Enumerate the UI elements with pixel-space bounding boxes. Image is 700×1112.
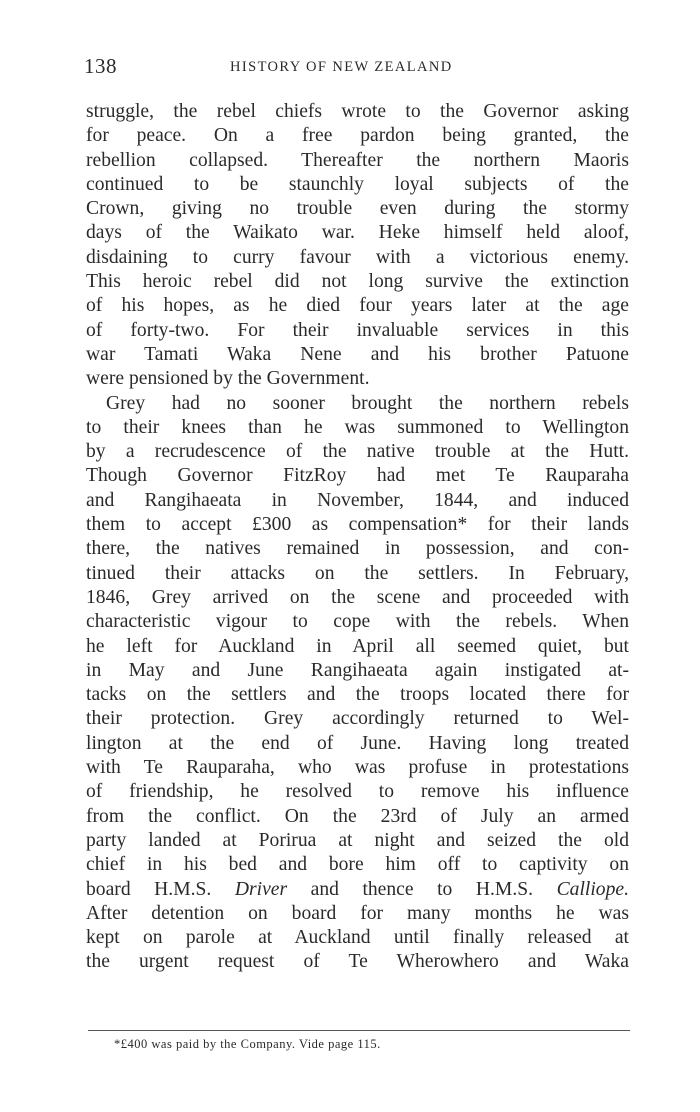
page-number: 138 [84, 54, 117, 78]
text-line: chief in his bed and bore him off to captivity on [86, 854, 629, 876]
text-line: tinued their attacks on the settlers. In February, [86, 562, 629, 584]
text-line [86, 878, 629, 902]
text-line: days of the Waikato war. Heke himself held aloof, [86, 222, 629, 244]
text-line: of his hopes, as he died four years later at the age [86, 295, 629, 317]
text-line: kept on parole at Auckland until finally released at [86, 927, 629, 949]
text-line: and Rangihaeata in November, 1844, and induced [86, 489, 629, 511]
text-segment: and thence to H.M.S. [310, 878, 534, 900]
text-line: Crown, giving no trouble even during the stormy [86, 198, 629, 220]
footnote: *£400 was paid by the Company. Vide page 115. [114, 1037, 381, 1051]
text-line: Though Governor FitzRoy had met Te Rauparaha [86, 465, 629, 487]
text-line: were pensioned by the Government. [86, 368, 370, 390]
text-line: continued to be staunchly loyal subjects of the [86, 173, 629, 195]
text-line: characteristic vigour to cope with the rebels. When [86, 611, 629, 633]
text-line: war Tamati Waka Nene and his brother Patuone [86, 343, 629, 365]
text-line: tacks on the settlers and the troops located there for [86, 684, 629, 706]
text-line: 1846, Grey arrived on the scene and proceeded with [86, 586, 629, 608]
text-line: Grey had no sooner brought the northern rebels [106, 392, 629, 414]
running-head: HISTORY OF NEW ZEALAND [230, 59, 453, 75]
text-line: of friendship, he resolved to remove his influence [86, 781, 629, 803]
text-line: in May and June Rangihaeata again instigated at- [86, 659, 629, 681]
text-line: of forty-two. For their invaluable services in this [86, 319, 629, 341]
ship-name-driver: Driver [234, 878, 288, 900]
text-line: disdaining to curry favour with a victorious enemy. [86, 246, 629, 268]
body-text [86, 100, 629, 975]
text-line: lington at the end of June. Having long treated [86, 732, 629, 754]
page-header [84, 54, 630, 84]
text-line: This heroic rebel did not long survive the extinction [86, 271, 629, 293]
text-line: rebellion collapsed. Thereafter the northern Maoris [86, 149, 629, 171]
text-line: party landed at Porirua at night and seized the old [86, 829, 629, 851]
text-line: to their knees than he was summoned to Wellington [86, 416, 629, 438]
text-line: their protection. Grey accordingly returned to Wel- [86, 708, 629, 730]
footnote-rule [88, 1030, 630, 1031]
text-line: them to accept £300 as compensation* for their lands [86, 514, 629, 536]
text-line: from the conflict. On the 23rd of July an armed [86, 805, 629, 827]
text-segment: board H.M.S. [86, 878, 212, 900]
text-line: struggle, the rebel chiefs wrote to the Governor asking [86, 101, 629, 122]
text-line: with Te Rauparaha, who was profuse in protestations [86, 757, 629, 779]
text-line: he left for Auckland in April all seemed quiet, but [86, 635, 629, 657]
text-line: by a recrudescence of the native trouble at the Hutt. [86, 441, 629, 463]
ship-name-calliope: Calliope. [556, 878, 629, 900]
text-line: After detention on board for many months he was [86, 902, 629, 924]
text-line: the urgent request of Te Wherowhero and Waka [86, 951, 629, 973]
text-line: there, the natives remained in possession, and con- [86, 538, 629, 560]
text-line: for peace. On a free pardon being granted, the [86, 125, 629, 147]
